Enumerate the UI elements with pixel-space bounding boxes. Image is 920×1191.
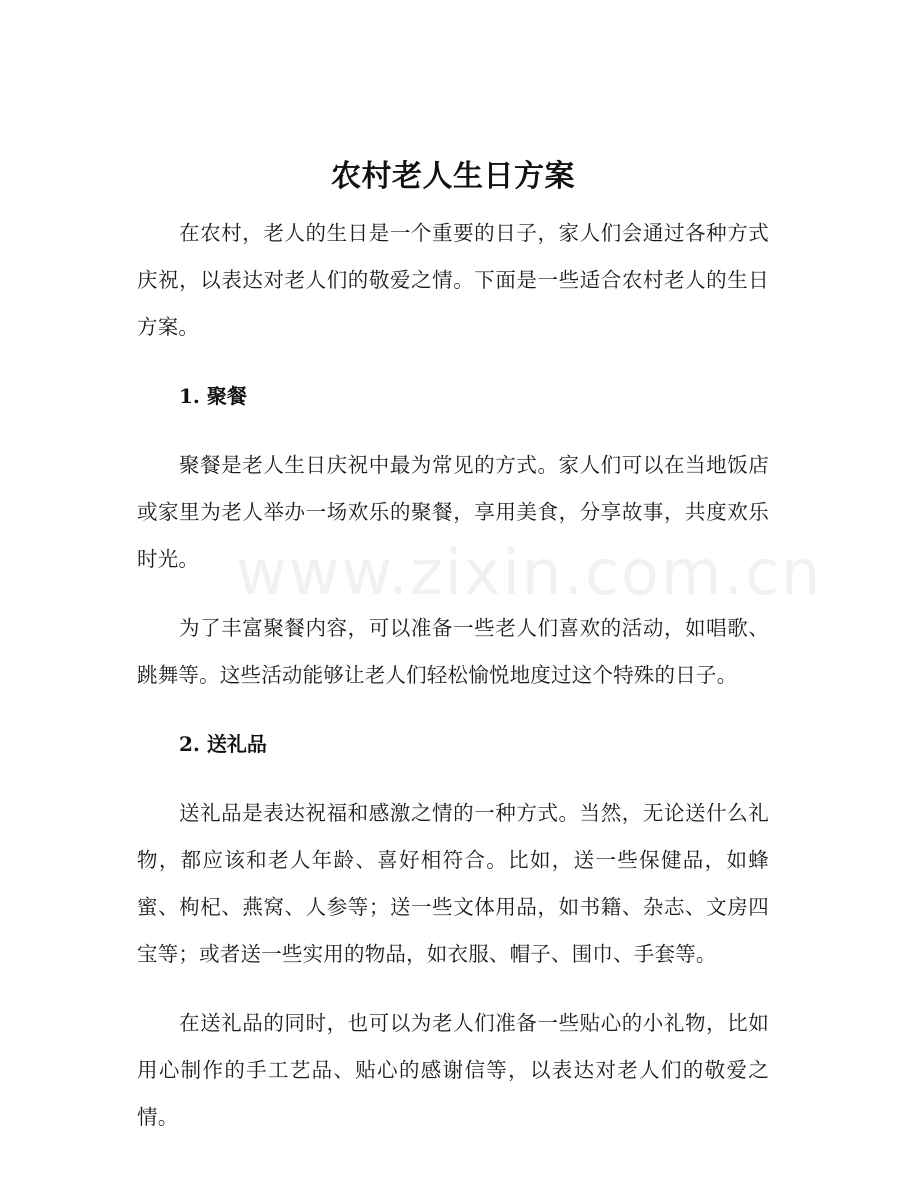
section-paragraph: 为了丰富聚餐内容，可以准备一些老人们喜欢的活动，如唱歌、跳舞等。这些活动能够让老人们轻松愉悦地度过这个特殊的日子。 — [137, 616, 769, 687]
section-heading-gathering: 1. 聚餐 — [179, 384, 247, 408]
watermark: www.zixin.com.cn — [236, 536, 823, 609]
document-body — [137, 150, 769, 1163]
section-heading-gifts: 2. 送礼品 — [179, 732, 267, 756]
section-paragraph: 送礼品是表达祝福和感激之情的一种方式。当然，无论送什么礼物，都应该和老人年龄、喜好相符合。比如，送一些保健品，如蜂蜜、枸杞、燕窝、人参等；送一些文体用品，如书籍、杂志、文房四宝等；或者送一些实用的物品，如衣服、帽子、围巾、手套等。 — [137, 801, 769, 966]
section-paragraph: 在送礼品的同时，也可以为老人们准备一些贴心的小礼物，比如用心制作的手工艺品、贴心的感谢信等，以表达对老人们的敬爱之情。 — [137, 1011, 769, 1129]
section-paragraph: 聚餐是老人生日庆祝中最为常见的方式。家人们可以在当地饭店或家里为老人举办一场欢乐的聚餐，享用美食，分享故事，共度欢乐时光。 — [137, 453, 769, 571]
document-title: 农村老人生日方案 — [331, 159, 575, 194]
intro-paragraph: 在农村，老人的生日是一个重要的日子，家人们会通过各种方式庆祝，以表达对老人们的敬爱之情。下面是一些适合农村老人的生日方案。 — [137, 221, 769, 339]
